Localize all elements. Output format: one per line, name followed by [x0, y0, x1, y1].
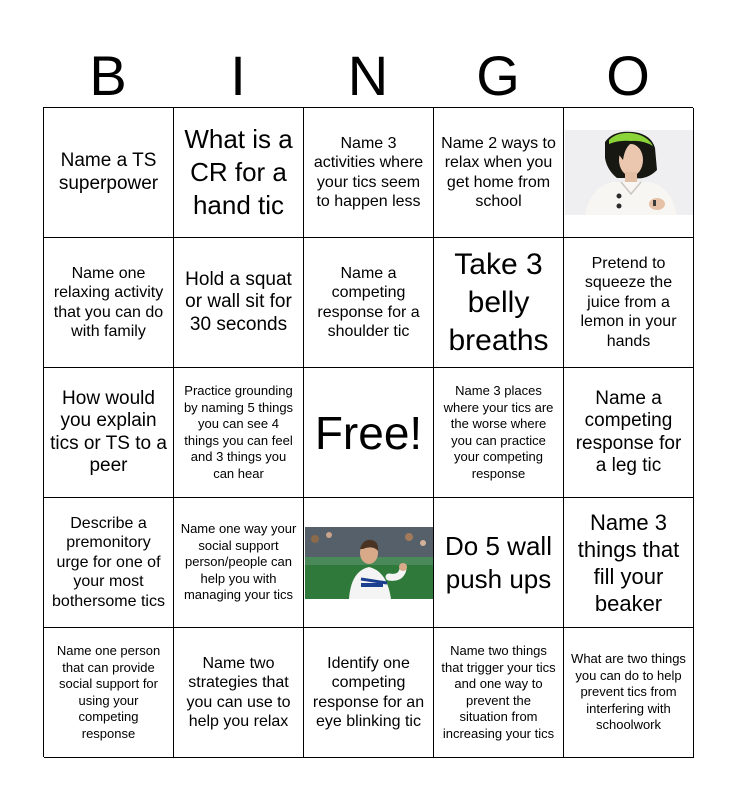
bingo-cell[interactable]: Hold a squat or wall sit for 30 seconds	[174, 238, 304, 368]
bingo-cell[interactable]: Identify one competing response for an eye blinking tic	[304, 628, 434, 758]
bingo-header	[43, 44, 693, 108]
bingo-cell[interactable]: Describe a premonitory urge for one of your most bothersome tics	[44, 498, 174, 628]
bingo-cell[interactable]: Name 3 things that fill your beaker	[564, 498, 694, 628]
bingo-cell[interactable]: Name a TS superpower	[44, 108, 174, 238]
bingo-cell[interactable]: Name one person that can provide social support for using your competing response	[44, 628, 174, 758]
header-letter-i: I	[230, 44, 246, 107]
header-letter-o: O	[606, 44, 650, 107]
header-letter-g: G	[476, 44, 520, 107]
bingo-cell[interactable]: Name 2 ways to relax when you get home from school	[434, 108, 564, 238]
header-letter-n: N	[347, 44, 389, 107]
free-space-cell[interactable]: Free!	[304, 368, 434, 498]
bingo-cell-photo-soccer[interactable]	[304, 498, 434, 628]
bingo-cell[interactable]: Name two things that trigger your tics and one way to prevent the situation from increasing your tics	[434, 628, 564, 758]
bingo-cell[interactable]: What are two things you can do to help prevent tics from interfering with schoolwork	[564, 628, 694, 758]
bingo-cell[interactable]: Name two strategies that you can use to help you relax	[174, 628, 304, 758]
bingo-cell[interactable]: Name 3 places where your tics are the worse where you can practice your competing response	[434, 368, 564, 498]
bingo-cell[interactable]: Pretend to squeeze the juice from a lemon in your hands	[564, 238, 694, 368]
bingo-cell[interactable]: What is a CR for a hand tic	[174, 108, 304, 238]
bingo-cell[interactable]: Practice grounding by naming 5 things you can see 4 things you can feel and 3 things you can hear	[174, 368, 304, 498]
bingo-cell[interactable]: Take 3 belly breaths	[434, 238, 564, 368]
header-letter-b: B	[89, 44, 127, 107]
soccer-player-photo	[305, 527, 433, 599]
bingo-cell[interactable]: Name one relaxing activity that you can do with family	[44, 238, 174, 368]
bingo-cell[interactable]: Name a competing response for a leg tic	[564, 368, 694, 498]
bingo-grid	[43, 107, 693, 757]
woman-portrait-photo	[565, 130, 693, 215]
bingo-cell[interactable]: Name a competing response for a shoulder tic	[304, 238, 434, 368]
bingo-cell-photo-woman[interactable]	[564, 108, 694, 238]
bingo-cell[interactable]: How would you explain tics or TS to a peer	[44, 368, 174, 498]
bingo-cell[interactable]: Do 5 wall push ups	[434, 498, 564, 628]
bingo-cell[interactable]: Name one way your social support person/people can help you with managing your tics	[174, 498, 304, 628]
bingo-cell[interactable]: Name 3 activities where your tics seem to happen less	[304, 108, 434, 238]
